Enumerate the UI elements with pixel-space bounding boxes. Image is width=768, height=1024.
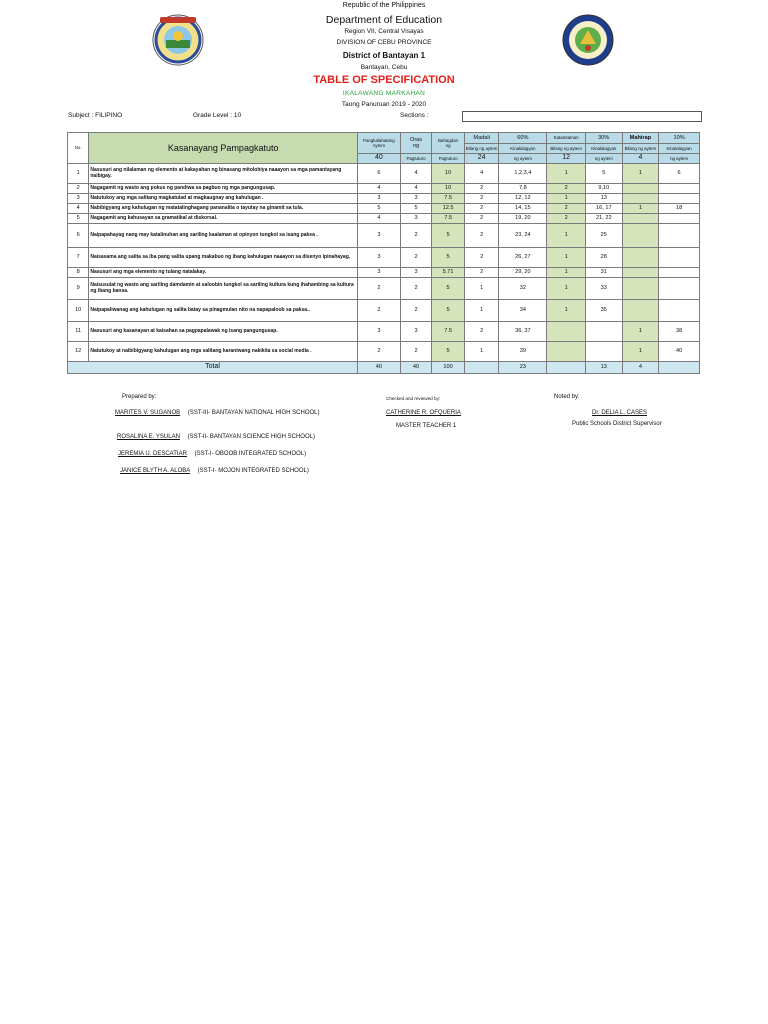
row-pct: 5 [432, 300, 465, 322]
subject-label: Subject : FILIPINO [68, 112, 123, 119]
noted-by-label: Noted by: [554, 394, 580, 400]
header-days: Oras ng [400, 133, 432, 154]
row-difficult-location [659, 194, 700, 204]
row-no: 12 [68, 342, 89, 362]
row-average-location: 25 [585, 224, 622, 248]
header-easy-location: Kinalalagyan [499, 144, 547, 154]
header-difficult-value: 4 [622, 154, 659, 164]
row-average-count: 1 [547, 300, 586, 322]
checker-name: CATHERINE R. OFQUERIA [386, 410, 461, 416]
row-pct: 5 [432, 224, 465, 248]
row-average-count: 1 [547, 224, 586, 248]
row-average-count: 1 [547, 248, 586, 268]
table-row [68, 248, 700, 268]
header-average-sub: ng aytem [585, 154, 622, 164]
row-easy-count: 2 [464, 184, 499, 194]
row-items: 4 [358, 184, 401, 194]
row-pct: 7.5 [432, 214, 465, 224]
row-no: 2 [68, 184, 89, 194]
row-competency: Naipapaliwanag ang kahulugan ng salita batay sa pinagmulan nito na napapaloob sa paksa.. [89, 300, 358, 322]
header-days-sub: Pagtuturo [400, 154, 432, 164]
preparer-school: (SST-II- BANTAYAN SCIENCE HIGH SCHOOL) [187, 434, 315, 440]
row-pct: 12.5 [432, 204, 465, 214]
row-no: 10 [68, 300, 89, 322]
row-pct: 10 [432, 184, 465, 194]
row-easy-count: 2 [464, 204, 499, 214]
row-items: 2 [358, 300, 401, 322]
region-label: Region VII, Central Visayas [344, 28, 424, 35]
header-average-value: 12 [547, 154, 586, 164]
row-average-location: 9,10 [585, 184, 622, 194]
row-no: 6 [68, 224, 89, 248]
row-difficult-count: 1 [622, 342, 659, 362]
table-row [68, 164, 700, 184]
row-easy-location: 12, 12 [499, 194, 547, 204]
prepared-by-label: Prepared by: [122, 394, 157, 400]
row-easy-location: 23, 24 [499, 224, 547, 248]
town-label: Bantayan, Cebu [360, 64, 408, 71]
row-easy-count: 2 [464, 248, 499, 268]
row-pct: 5 [432, 342, 465, 362]
row-no: 9 [68, 278, 89, 300]
row-competency: Nagagamit ng wasto ang pokus ng pandiwa sa pagbuo ng mga pangungusap. [89, 184, 358, 194]
row-days: 2 [400, 342, 432, 362]
preparer-1 [115, 410, 320, 416]
row-no: 5 [68, 214, 89, 224]
row-pct: 7.5 [432, 322, 465, 342]
row-items: 3 [358, 224, 401, 248]
row-average-count: 1 [547, 194, 586, 204]
row-easy-count: 2 [464, 194, 499, 204]
row-easy-location: 29, 20 [499, 268, 547, 278]
row-difficult-location [659, 278, 700, 300]
row-days: 2 [400, 278, 432, 300]
table-row [68, 268, 700, 278]
table-row [68, 224, 700, 248]
row-average-location [585, 342, 622, 362]
row-easy-location: 39 [499, 342, 547, 362]
table-row [68, 214, 700, 224]
row-competency: Nasusuri ang kasanayan at kaisahan sa pagpapalawak ng isang pangungusap. [89, 322, 358, 342]
preparer-name: MARITES V. SUGANOB [115, 410, 181, 416]
header-average-pct: 30% [585, 133, 622, 144]
row-pct: 5 [432, 278, 465, 300]
preparer-name: ROSALINA E. YSULAN [117, 434, 180, 440]
row-competency: Nagagamit ang kahusayan sa gramatikal at diskorsal. [89, 214, 358, 224]
total-items: 40 [358, 362, 401, 374]
row-competency: Nabibigyang ang kahulugan ng matatalinghagang pananalita o tayutay na ginamit sa tula. [89, 204, 358, 214]
row-pct: 5.71 [432, 268, 465, 278]
header-difficult-sub: ng aytem [659, 154, 700, 164]
row-easy-location: 26, 27 [499, 248, 547, 268]
row-average-count: 1 [547, 164, 586, 184]
row-items: 6 [358, 164, 401, 184]
header-difficult-location: Kinalalagyan [659, 144, 700, 154]
header-easy-sub: ng aytem [499, 154, 547, 164]
row-average-count [547, 342, 586, 362]
row-difficult-location [659, 268, 700, 278]
row-days: 3 [400, 322, 432, 342]
row-easy-count: 2 [464, 322, 499, 342]
row-easy-count: 4 [464, 164, 499, 184]
row-pct: 5 [432, 248, 465, 268]
row-days: 3 [400, 268, 432, 278]
row-items: 5 [358, 204, 401, 214]
row-difficult-location [659, 184, 700, 194]
row-days: 4 [400, 184, 432, 194]
row-no: 3 [68, 194, 89, 204]
row-difficult-count [622, 224, 659, 248]
row-no: 11 [68, 322, 89, 342]
row-competency: Natutukoy at naibibigyang kahulugan ang mga salitang karaniwang nakikita sa social media . [89, 342, 358, 362]
row-difficult-count [622, 300, 659, 322]
row-average-location: 35 [585, 300, 622, 322]
header-difficult-pct: 10% [659, 133, 700, 144]
total-pct: 100 [432, 362, 465, 374]
row-difficult-count: 1 [622, 204, 659, 214]
preparer-2 [117, 434, 315, 440]
row-difficult-location [659, 224, 700, 248]
sections-field[interactable] [462, 111, 702, 122]
row-competency: Nasusuri ang mga elemento ng tulang natalakay. [89, 268, 358, 278]
row-difficult-location: 18 [659, 204, 700, 214]
row-items: 4 [358, 214, 401, 224]
row-average-count [547, 322, 586, 342]
division-label: DIVISION OF CEBU PROVINCE [336, 39, 432, 46]
row-easy-count: 1 [464, 300, 499, 322]
row-difficult-count [622, 194, 659, 204]
row-items: 3 [358, 194, 401, 204]
table-row [68, 322, 700, 342]
row-average-count: 2 [547, 214, 586, 224]
row-competency: Nasusuri ang nilalaman ng elemento at kakayahan ng binasang mitolohiya naaayon sa mga pamantayang naibigay. [89, 164, 358, 184]
row-difficult-location: 40 [659, 342, 700, 362]
row-average-count: 1 [547, 278, 586, 300]
department-label: Department of Education [325, 14, 443, 26]
header-easy-count: Bilang ng aytem [464, 144, 499, 154]
header-no: No. [68, 133, 89, 164]
row-average-count: 1 [547, 268, 586, 278]
header-easy: Madali [464, 133, 499, 144]
republic-label: Republic of the Philippines [342, 2, 426, 9]
header-difficult-count: Bilang ng aytem [622, 144, 659, 154]
specification-table [67, 132, 700, 374]
row-average-location: 13 [585, 194, 622, 204]
row-easy-location: 36, 37 [499, 322, 547, 342]
row-easy-location: 34 [499, 300, 547, 322]
school-year-label: Taong Panuruan 2019 - 2020 [341, 101, 427, 108]
row-difficult-count [622, 248, 659, 268]
row-days: 2 [400, 248, 432, 268]
header-percentage: Bahagdan ng [432, 133, 465, 154]
row-difficult-count: 1 [622, 164, 659, 184]
row-pct: 10 [432, 164, 465, 184]
table-row [68, 342, 700, 362]
row-average-count: 2 [547, 184, 586, 194]
row-no: 1 [68, 164, 89, 184]
row-competency: Natutukoy ang mga salitang magkatulad at magkaugnay ang kahulugan . [89, 194, 358, 204]
total-average: 13 [585, 362, 622, 374]
header-average-location: Kinalalagyan [585, 144, 622, 154]
row-items: 2 [358, 278, 401, 300]
row-easy-count: 2 [464, 268, 499, 278]
row-no: 7 [68, 248, 89, 268]
checked-by-label: Checked and reviewed by: [386, 396, 441, 401]
row-easy-location: 32 [499, 278, 547, 300]
row-difficult-location [659, 214, 700, 224]
row-no: 4 [68, 204, 89, 214]
preparer-name: JANICE BLYTH A. ALOBA [120, 468, 190, 474]
sections-label: Sections : [400, 112, 429, 119]
checker-title: MASTER TEACHER 1 [396, 423, 457, 429]
row-difficult-count [622, 214, 659, 224]
row-difficult-location: 38 [659, 322, 700, 342]
noter-title: Public Schools District Supervisor [572, 421, 662, 427]
row-easy-count: 2 [464, 224, 499, 248]
preparer-name: JEREMIA U. DESCATIAR [118, 451, 187, 457]
row-average-location: 33 [585, 278, 622, 300]
header-easy-pct: 60% [499, 133, 547, 144]
row-easy-location: 7,8 [499, 184, 547, 194]
row-difficult-location [659, 248, 700, 268]
row-average-location [585, 322, 622, 342]
header-total-items: Pangkalahatang Aytem [358, 133, 401, 154]
district-label: District of Bantayan 1 [342, 51, 426, 60]
row-days: 2 [400, 300, 432, 322]
row-easy-count: 1 [464, 278, 499, 300]
quarter-label: IKALAWANG MARKAHAN [342, 90, 426, 97]
preparer-4 [120, 468, 309, 474]
header-percentage-sub: Pagtuturo [432, 154, 465, 164]
row-no: 8 [68, 268, 89, 278]
table-row [68, 184, 700, 194]
row-items: 2 [358, 342, 401, 362]
row-easy-count: 1 [464, 342, 499, 362]
row-items: 3 [358, 268, 401, 278]
row-difficult-count [622, 184, 659, 194]
row-average-location: 28 [585, 248, 622, 268]
preparer-3 [118, 451, 306, 457]
row-easy-location: 1,2,3,4 [499, 164, 547, 184]
row-days: 3 [400, 194, 432, 204]
row-easy-location: 14, 15 [499, 204, 547, 214]
row-competency: Naisusulat ng wasto ang sariling damdamin at saloobin tungkol sa sariling kultura kung ihahambing sa kultura ng ibang bansa. [89, 278, 358, 300]
grade-label: Grade Level : 10 [193, 112, 242, 119]
row-days: 2 [400, 224, 432, 248]
document-title: TABLE OF SPECIFICATION [313, 74, 455, 86]
row-days: 4 [400, 164, 432, 184]
row-competency: Naisasama ang salita sa iba pang salita upang makabuo ng ibang kahulugan naaayon sa disenyo ipinahayag. [89, 248, 358, 268]
total-easy: 23 [499, 362, 547, 374]
table-row [68, 194, 700, 204]
row-average-location: 16, 17 [585, 204, 622, 214]
row-difficult-count [622, 268, 659, 278]
header-easy-value: 24 [464, 154, 499, 164]
table-row [68, 204, 700, 214]
preparer-school: (SST-I- MOJON INTEGRATED SCHOOL) [197, 468, 309, 474]
row-days: 3 [400, 214, 432, 224]
total-days: 40 [400, 362, 432, 374]
row-average-location: 5 [585, 164, 622, 184]
header-total-items-value: 40 [358, 154, 401, 164]
row-items: 3 [358, 248, 401, 268]
row-average-location: 21, 22 [585, 214, 622, 224]
row-easy-count: 2 [464, 214, 499, 224]
total-label: Total [68, 362, 358, 374]
header-average: Katamtaman [547, 133, 586, 144]
total-difficult: 4 [622, 362, 659, 374]
header-average-count: Bilang ng aytem [547, 144, 586, 154]
row-easy-location: 19, 20 [499, 214, 547, 224]
row-days: 5 [400, 204, 432, 214]
row-average-location: 31 [585, 268, 622, 278]
row-difficult-location: 6 [659, 164, 700, 184]
row-difficult-count [622, 278, 659, 300]
noter-name: Dr. DELIA L. CASES [592, 410, 648, 416]
row-difficult-count: 1 [622, 322, 659, 342]
header-difficult: Mahirap [622, 133, 659, 144]
row-average-count: 2 [547, 204, 586, 214]
row-pct: 7.5 [432, 194, 465, 204]
table-row [68, 300, 700, 322]
row-difficult-location [659, 300, 700, 322]
preparer-school: (SST-I- OBOOB INTEGRATED SCHOOL) [194, 451, 307, 457]
row-items: 3 [358, 322, 401, 342]
total-row [68, 362, 700, 374]
header-competency: Kasanayang Pampagkatuto [89, 133, 358, 164]
row-competency: Naipapahayag nang may katalinuhan ang sariling kaalaman at opinyon tungkol sa isang paksa . [89, 224, 358, 248]
preparer-school: (SST-III- BANTAYAN NATIONAL HIGH SCHOOL) [187, 410, 320, 416]
table-row [68, 278, 700, 300]
